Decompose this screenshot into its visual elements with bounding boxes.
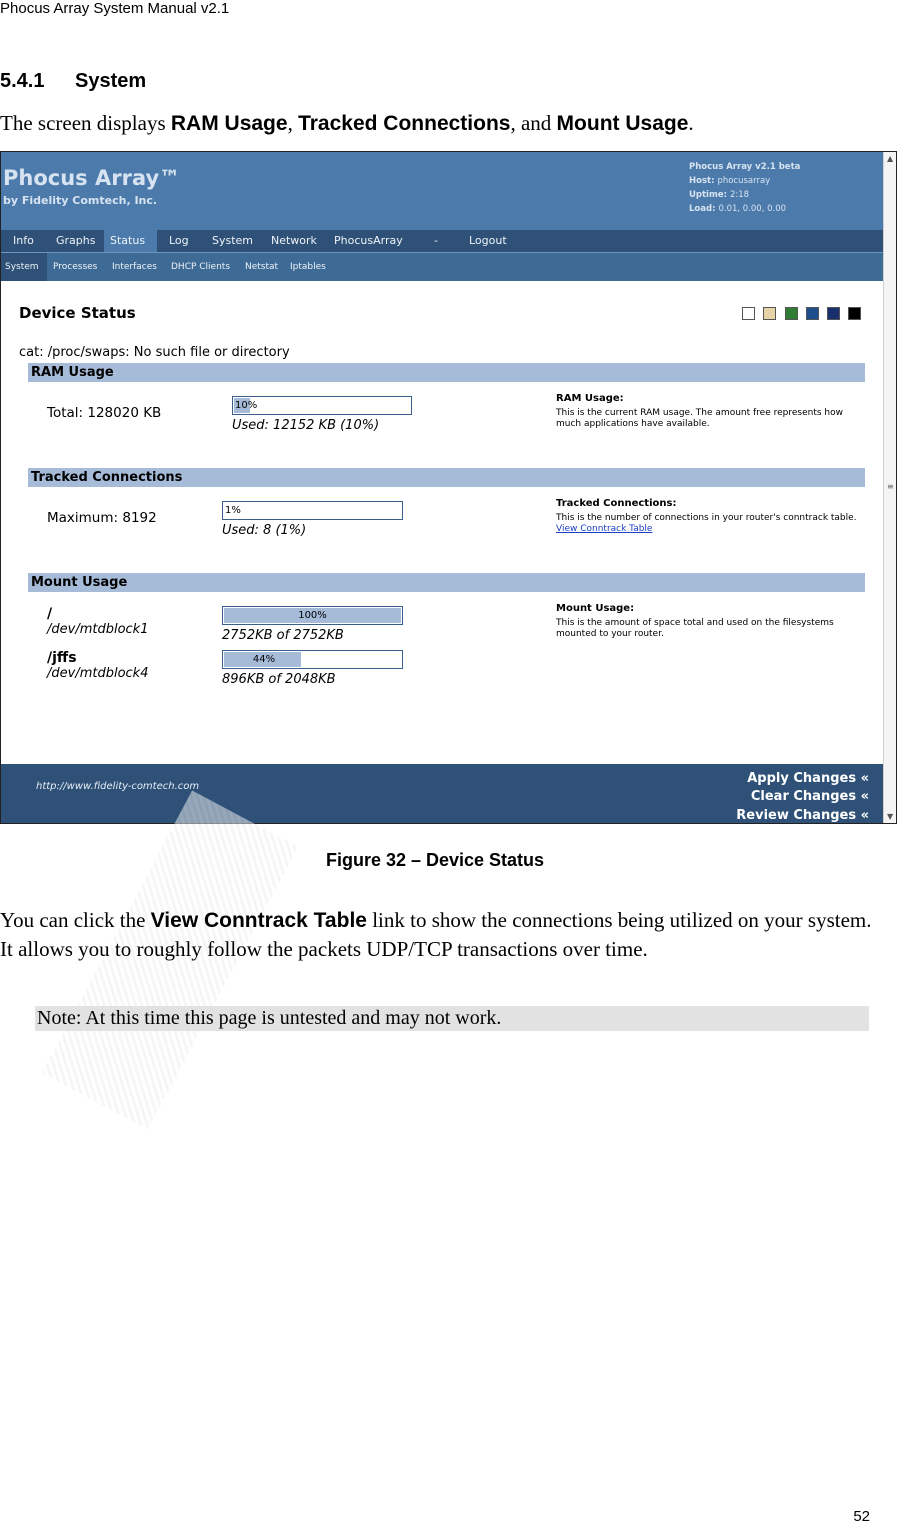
info-label: Phocus Array v2.1 beta	[689, 162, 801, 172]
ram-help-title: RAM Usage:	[556, 393, 624, 404]
connections-help-title: Tracked Connections:	[556, 498, 677, 509]
mount-jffs-percent: 44%	[252, 654, 276, 665]
menu-separator: -	[434, 234, 438, 247]
submenu-item-dhcp-clients[interactable]: DHCP Clients	[171, 262, 231, 272]
menu-item-info[interactable]: Info	[13, 234, 34, 247]
figure-caption: Figure 32 – Device Status	[325, 850, 545, 870]
mount-help	[556, 603, 866, 641]
device-status-screenshot	[0, 151, 897, 824]
mount-path: /jffs	[47, 650, 77, 666]
intro-mount-usage: Mount Usage	[556, 112, 689, 135]
info-value: 2:18	[729, 190, 750, 200]
ram-usage-heading: RAM Usage	[28, 363, 865, 382]
mount-help-text: This is the amount of space total and used on the filesystems mounted to your router.	[556, 617, 834, 639]
page-number: 52	[853, 1508, 870, 1525]
submenu-item-interfaces[interactable]: Interfaces	[112, 262, 157, 272]
ram-help-text: This is the current RAM usage. The amount free represents how much applications have available.	[556, 407, 843, 429]
page-title: Device Status	[19, 304, 136, 322]
info-line	[689, 160, 800, 174]
scroll-grip-icon[interactable]: ≡	[887, 482, 894, 491]
section-heading	[0, 70, 146, 93]
mount-device: /dev/mtdblock4	[47, 666, 149, 681]
app-footer	[1, 764, 883, 824]
menu-item-logout[interactable]: Logout	[469, 234, 507, 247]
color-swatch[interactable]	[848, 307, 861, 320]
intro-text: .	[688, 111, 694, 135]
intro-text: , and	[510, 111, 557, 135]
intro-sentence	[0, 111, 694, 136]
menu-item-log[interactable]: Log	[169, 234, 189, 247]
scroll-up-icon[interactable]: ▲	[887, 154, 894, 163]
menu-item-graphs[interactable]: Graphs	[56, 234, 96, 247]
ram-help	[556, 393, 866, 431]
connections-progress-bar	[222, 501, 403, 520]
tracked-connections-heading: Tracked Connections	[28, 468, 865, 487]
intro-text: The screen displays	[0, 111, 171, 135]
scrollbar[interactable]	[883, 152, 897, 823]
menu-item-network[interactable]: Network	[271, 234, 317, 247]
section-title: System	[75, 70, 147, 92]
review-changes-link[interactable]: Review Changes «	[736, 808, 869, 823]
mount-help-title: Mount Usage:	[556, 603, 635, 614]
menu-item-status[interactable]: Status	[104, 230, 157, 252]
info-value: 0.01, 0.00, 0.00	[718, 204, 787, 214]
info-line	[689, 188, 800, 202]
mount-root-percent: 100%	[298, 610, 327, 621]
app-logo-subtitle: by Fidelity Comtech, Inc.	[3, 194, 158, 207]
connections-help-text: This is the number of connections in your router's conntrack table.	[556, 512, 857, 523]
system-info	[689, 160, 800, 216]
info-line	[689, 174, 800, 188]
menu-item-system[interactable]: System	[212, 234, 254, 247]
section-number: 5.4.1	[0, 70, 45, 92]
color-swatch[interactable]	[785, 307, 798, 320]
ram-percent: 10%	[235, 400, 258, 411]
error-message: cat: /proc/swaps: No such file or directory	[19, 345, 290, 360]
mount-path: /	[47, 606, 53, 622]
para-bold-link-name: View Conntrack Table	[150, 909, 367, 932]
info-label: Load:	[689, 204, 716, 214]
menu-item-phocusarray[interactable]: PhocusArray	[334, 234, 403, 247]
info-value: phocusarray	[717, 176, 771, 186]
intro-text: ,	[287, 111, 299, 135]
ram-progress-bar	[232, 396, 412, 415]
ram-total: Total: 128020 KB	[47, 405, 162, 421]
mount-jffs-progress-bar	[222, 650, 403, 669]
para-text: You can click the	[0, 908, 151, 932]
connections-help	[556, 498, 866, 536]
connections-percent: 1%	[225, 505, 241, 516]
mount-root	[47, 607, 148, 637]
clear-changes-link[interactable]: Clear Changes «	[750, 789, 869, 804]
mount-jffs-usage: 896KB of 2048KB	[222, 672, 336, 687]
note-box: Note: At this time this page is untested and may not work.	[35, 1006, 869, 1031]
info-line	[689, 202, 800, 216]
scroll-down-icon[interactable]: ▼	[887, 812, 894, 821]
mount-root-usage: 2752KB of 2752KB	[222, 628, 344, 643]
app-logo-title: Phocus Array™	[3, 166, 181, 190]
para-text: link to show the connections being utilized on your system. It allows you to roughly follow the packets UDP/TCP transactions over time.	[0, 908, 872, 961]
color-swatch[interactable]	[742, 307, 755, 320]
connections-maximum: Maximum: 8192	[47, 510, 157, 526]
sub-menu	[1, 252, 883, 281]
body-paragraph	[0, 906, 880, 964]
view-conntrack-table-link[interactable]: View Conntrack Table	[556, 524, 653, 534]
submenu-item-iptables[interactable]: Iptables	[290, 262, 326, 272]
color-swatch[interactable]	[827, 307, 840, 320]
mount-root-progress-bar	[222, 606, 403, 625]
submenu-item-system[interactable]: System	[1, 253, 47, 281]
intro-tracked-connections: Tracked Connections	[298, 112, 511, 135]
submenu-item-processes[interactable]: Processes	[53, 262, 98, 272]
footer-url[interactable]: http://www.fidelity-comtech.com	[36, 781, 200, 792]
submenu-item-netstat[interactable]: Netstat	[245, 262, 279, 272]
connections-used: Used: 8 (1%)	[222, 523, 307, 538]
ram-used: Used: 12152 KB (10%)	[232, 418, 380, 433]
running-header: Phocus Array System Manual v2.1	[0, 0, 230, 17]
color-swatch[interactable]	[806, 307, 819, 320]
color-swatch[interactable]	[763, 307, 776, 320]
info-label: Host:	[689, 176, 715, 186]
mount-jffs	[47, 651, 148, 681]
mount-device: /dev/mtdblock1	[47, 622, 149, 637]
mount-usage-heading: Mount Usage	[28, 573, 865, 592]
info-label: Uptime:	[689, 190, 727, 200]
main-menu	[1, 230, 883, 252]
app-banner	[1, 152, 883, 230]
intro-ram-usage: RAM Usage	[170, 112, 288, 135]
apply-changes-link[interactable]: Apply Changes «	[747, 771, 869, 786]
